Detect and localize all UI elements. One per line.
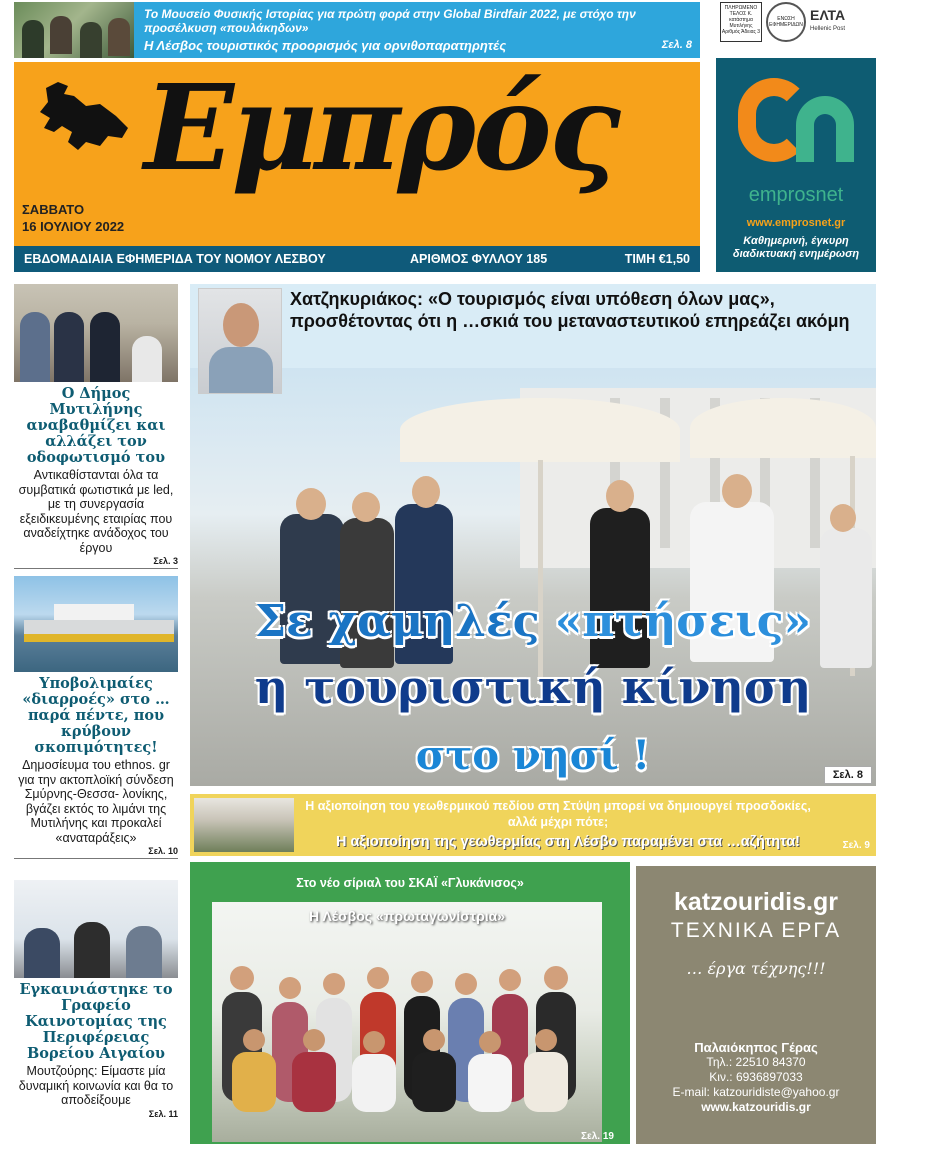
lesvos-island-icon [28, 76, 138, 156]
top-banner-line2: Η Λέσβος τουριστικός προορισμός για ορνιθοπαρατηρητές [144, 38, 507, 53]
minister-portrait-photo [198, 288, 282, 394]
story-summary: Αντικαθίστανται όλα τα συμβατικά φωτιστικά με led, με τη συνεργασία εξειδικευμένης εταιρίας που αναδείχτηκε ανάδοχος του έργου [18, 468, 174, 555]
geothermal-headline[interactable]: Η αξιοποίηση της γεωθερμίας στη Λέσβο παραμένει στα …αζήτητα! [336, 834, 800, 850]
story-page: Σελ. 3 [153, 556, 178, 566]
tourists-airport-photo [190, 368, 876, 786]
issue-price: ΤΙΜΗ €1,50 [624, 252, 690, 266]
series-kicker: Στο νέο σίριαλ του ΣΚΑΪ «Γλυκάνισος» [296, 876, 524, 890]
series-page: Σελ. 19 [581, 1131, 614, 1142]
masthead-info-bar [14, 246, 700, 272]
masthead [14, 58, 700, 246]
press-conference-photo [14, 880, 178, 978]
katz-phone: Τηλ.: 22510 84370 [706, 1055, 806, 1069]
story-page: Σελ. 11 [148, 1108, 178, 1119]
elta-brand-sub: Hellenic Post [810, 26, 846, 32]
main-headline-line1-b: «πτήσεις» [554, 596, 811, 647]
story-series[interactable] [190, 862, 630, 1144]
postal-fee-box: ΠΛΗΡΩΜΕΝΟ ΤΕΛΟΣ Κ. κατάστημα Μυτιλήνης Αριθμός Άδειας 3 [720, 2, 762, 42]
main-story-page: Σελ. 8 [824, 766, 872, 784]
series-subhead[interactable]: Η Λέσβος «πρωταγωνίστρια» [308, 908, 506, 924]
emprosnet-name: emprosnet [748, 184, 844, 206]
main-headline-line1-a: Σε χαμηλές [255, 596, 555, 647]
issue-date: 16 ΙΟΥΛΙΟΥ 2022 [22, 219, 125, 234]
postal-marks [720, 2, 880, 42]
story-headline[interactable]: Ο Δήμος Μυτιλήνης αναβαθμίζει και αλλάζει τον οδοφωτισμό του [26, 385, 166, 466]
story-headline[interactable]: Υποβολιμαίες «διαρροές» στο …παρά πέντε, που κρύβουν σκοπιμότητες! [22, 675, 170, 756]
story-summary: Μουτζούρης: Είμαστε μία δυναμική κοινωνία και θα το αποδείξουμε [18, 1064, 174, 1107]
katz-subtitle: ΤΕΧΝΙΚΑ ΕΡΓΑ [670, 919, 842, 942]
story-geothermal[interactable] [190, 794, 876, 856]
newspaper-tagline: ΕΒΔΟΜΑΔΙΑΙΑ ΕΦΗΜΕΡΙΔΑ ΤΟΥ ΝΟΜΟΥ ΛΕΣΒΟΥ [24, 252, 326, 266]
officials-signing-photo [14, 284, 178, 382]
top-banner[interactable] [14, 2, 700, 58]
geothermal-kicker: Η αξιοποίηση του γεωθερμικού πεδίου στη Στύψη μπορεί να δημιουργεί προσδοκίες, αλλά μέχρι πότε; [305, 799, 811, 829]
emprosnet-logo-icon [732, 70, 860, 182]
elta-brand: ΕΛΤΑ [810, 7, 846, 23]
main-story[interactable] [190, 284, 876, 786]
main-story-kicker: Χατζηκυριάκος: «Ο τουρισμός είναι υπόθεση όλων μας», προσθέτοντας ότι η …σκιά του μεταναστευτικού επηρεάζει ακόμη [290, 289, 850, 331]
story-page: Σελ. 10 [148, 846, 178, 856]
ferry-photo [14, 576, 178, 672]
issue-number: ΑΡΙΘΜΟΣ ΦΥΛΛΟΥ 185 [410, 252, 548, 266]
top-banner-line1: Το Μουσείο Φυσικής Ιστορίας για πρώτη φορά στην Global Birdfair 2022, με στόχο την προσέλκυση «πουλάκηδων» [144, 7, 636, 35]
katz-slogan: … έργα τέχνης!!! [686, 959, 826, 978]
katz-mobile: Κιν.: 6936897033 [709, 1070, 803, 1084]
cast-members-illustration [212, 902, 602, 1142]
main-headline-line3[interactable]: στο νησί ! [415, 732, 651, 779]
issue-day: ΣΑΒΒΑΤΟ [22, 202, 85, 217]
cast-group-photo [212, 902, 602, 1142]
emprosnet-ad[interactable] [716, 58, 876, 272]
story-innovation-office[interactable] [14, 880, 178, 1119]
divider [14, 568, 178, 569]
emprosnet-tagline: Καθημερινή, έγκυρη διαδικτυακή ενημέρωση [732, 235, 860, 260]
top-banner-text [134, 2, 700, 58]
main-headline-line1[interactable] [190, 596, 876, 647]
story-summary: Δημοσίευμα του ethnos. gr για την ακτοπλοϊκή σύνδεση Σμύρνης-Θεσσα- λονίκης, βγάζει εκτός το λιμάνι της Μυτιλήνης και προκαλεί «αναταράξεις» [18, 758, 174, 845]
union-seal-icon: ΕΝΩΣΗ ΕΦΗΜΕΡΙΔΩΝ [766, 2, 806, 42]
story-ferry-leaks[interactable] [14, 576, 178, 859]
elta-logo [810, 8, 845, 36]
story-street-lighting[interactable] [14, 284, 178, 569]
emprosnet-url[interactable]: www.emprosnet.gr [746, 217, 846, 229]
birdwatchers-photo [14, 2, 134, 58]
top-banner-page: Σελ. 8 [661, 39, 692, 51]
geothermal-page: Σελ. 9 [842, 840, 870, 851]
katz-website[interactable]: www.katzouridis.gr [701, 1100, 811, 1114]
katz-email[interactable]: E-mail: katzouridiste@yahoo.gr [672, 1085, 840, 1099]
newspaper-title: Εμπρός [144, 58, 618, 197]
katz-name: katzouridis.gr [674, 888, 838, 916]
story-headline[interactable]: Εγκαινιάστηκε το Γραφείο Καινοτομίας της Περιφέρειας Βορείου Αιγαίου [19, 981, 173, 1062]
katz-location: Παλαιόκηπος Γέρας [694, 1040, 818, 1055]
katzouridis-ad[interactable] [636, 866, 876, 1144]
geothermal-field-photo [194, 798, 294, 852]
main-headline-line2[interactable]: η τουριστική κίνηση [254, 660, 812, 714]
divider [14, 858, 178, 859]
